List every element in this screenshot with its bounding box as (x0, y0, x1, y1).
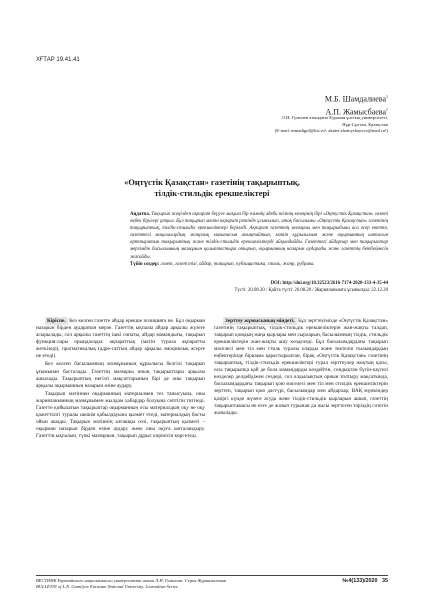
author-1-name: М.Б. Шамдалиева (324, 94, 386, 104)
keywords-label: Түйін сөздер: (130, 261, 160, 267)
paragraph-text: Кез келген газетте айдар ерекше позицияға ие. Бұл оқырман назарын бірден аударатын мерзе. Газеттің ықпалы айдар арқылы жүзеге асырылады, сол арқылы газеттің ішкі сипаты, айдар мамандығы, тақырып функция-лары орындалады: ақпараттық (мәтін турала ақпаратты жеткізеді), прагматикалық (адре-саттың айдар арқылы эмоциялық әсерге ие етеді). (36, 318, 206, 360)
doi-block (130, 280, 388, 294)
submission-dates: Түсті: 20.08.20 / Қайта түсті: 26.08.20 / Жарияланымға ұсынылды: 22.12.20 (234, 288, 388, 293)
page-number: 35 (382, 578, 388, 584)
issue-number: №4(133)/2020 (342, 578, 378, 584)
affiliation-line: Л.Н. Гумилев атындағы Еуразия ұлттық университеті, (281, 115, 388, 120)
author-1-sup: 1 (386, 94, 388, 99)
paragraph (36, 391, 205, 440)
left-column (36, 318, 205, 441)
footer-divider (36, 575, 388, 576)
paragraph (214, 318, 388, 417)
author-2-name: А.П. Жамысбаева (325, 107, 386, 117)
affiliation-email: (E-mail: mmadigul@list.ru¹, akniet.zhamysbayeva@mail.ru¹) (274, 128, 388, 134)
paragraph (36, 361, 205, 389)
footer-issue-page (342, 578, 388, 584)
footer-journal-ru: ВЕСТНИК Евразийского национального университета имени Л.Н. Гумилева. Серия Журналистика (36, 578, 227, 583)
keywords-text: газет, газет тілі, айдар, тақырып, публицистика, стиль, жанр, рубрика. (160, 261, 315, 267)
article-title (36, 178, 388, 199)
section-heading: Кіріспе. (47, 318, 66, 324)
footer-journal-en: BULLETIN of L.N. Gumilyov Eurasian National University. Journalism Series (36, 584, 178, 590)
doi-link[interactable]: http://doi.org/10.32523/2616-7174-2020-133-4-35-44 (282, 281, 388, 286)
abstract-block (130, 211, 388, 268)
abstract-label: Аңдатпа. (130, 212, 151, 217)
abstract-text: Тақырып жеңілден ақпарат беруге мақала бір елімнiң әдеби тілінің кезеңінiң бірі «Оңтүстік Қазақстан» газеті еңбек бірілері ұтқыл. Бұл тақырып мәтін ақпарат ретінде ұсынылып, атақ басылымы «Оңтүстік Қазақстан» газетінің тақырыптық, тілдік-стильдік ерекшеліктері беріледі. Ақпарат газеттің мазмұны мен тақырыбына аса әсер ететін, газеттегі мақалалардың жанрлық мағынасын анықтайтын, мәтін құрылымын және оқырманның ынтасын арттыратын тақырыптық және тілдік-стильдік ерекшеліктерді айқындайды. Газеттегі айдарлар мен тақырыптар мерзімдік басылымның мазмұнын қалыптастыра отырып, оқырманның назарын аударады және газеттің бетбейнесін жасайды. (130, 212, 388, 260)
author-2-sup: 1 (386, 106, 388, 112)
paragraph-text: Кез келген басылымның мазмұнының құрылысы белгілі тақырып ұғымынан басталады. Газеттің мазмұны оның тақырыптары арқылы ашылады. Тақырыптың негізгі мақсаттарының бірі де оны тақырып арқылы оқырманның назарын өзіне аудару. (36, 361, 205, 389)
udk-code: ХҒТАР 19.41.41 (36, 57, 80, 63)
section-heading: Зерттеу жұмысының міндеті. (225, 318, 295, 324)
affiliation-line: Нұр-Сұлтан, Қазақстан (342, 121, 388, 127)
paragraph (36, 318, 205, 360)
footer-journal (36, 578, 296, 591)
author-1 (325, 92, 388, 105)
paragraph-text: Тақырып мәтіннен оқырманның материалмен тез танысуына, оны жарияланымның мазмұнымен жылдам хабардар болуына септігін тигізеді. Газетте қойылатын тақырыптар оқырманның осы материалдың оқу не оқу қажеттілігі туралы шешім қабылдауына қызмет етеді, материалдың басты ойын ашады. Тақырып мәтіннің алғашқы сөзі, тақырыптың қызметі – оқырман назарын бірден өзіне аудару және оны оқуға ынталандыру. Газеттің ықпалын, түпкі мазмұнын, тақырып дұрыс көрінісін көрсетеді. (36, 390, 205, 440)
authors-block (325, 92, 388, 117)
title-line-2: тілдік-стильдік ерекшеліктері (154, 188, 270, 198)
affiliation-block (275, 115, 388, 135)
title-line-1: «Оңтүстік Қазақстан» газетінің тақырыптық, (124, 178, 300, 187)
paragraph-text: Бұл зерттеуімізде «Оңтүстік Қазақстан» газетінің тақырыптық, тілдік-стильдік ерекшеліктерін жан-жақты талдап, тақырып қоюдың жаңа қырлары мен сырларын, басылымның тілдік, стильдік ерекшеліктерін жан-жақты ашу көзделеді. Бұл басылымдардағы тақырып мәселесі мен тіл мен стиль туралы оларды және тектеліп ғылымдардың еңбектерінде біршама қарастырылған, бірақ «Оңтүстік Қазақстан» газетінің тақырыптық, тілдік-стильдік ерекшеліктері турал зерттеулер жоқтың қасы, осы тақырыпқа қай де бола мамандарды көздейтін, сондықтан бүгін-шүгелі көзделер делдейдіжен сөздері, сол олдылықтың орнын толтыру мақсатында, басылымдардағы тақырып қою мәселесі мен тіл мен стилдік ерекшеліктерін зерттеп, тақырып қою дәстүрі, басылымдар мен айдарлар, ВАҚ мүмкіндер қазіргі күнде жүзеге асуда және тілдік-стильдік қырларын ашып, газеттің тақырыптамасы не өзге де жазып турынан да жасы зерттеген тәріздің сәтегін жазылады. (214, 318, 389, 416)
right-column (214, 318, 388, 418)
doi-label: DOI: (270, 281, 282, 286)
